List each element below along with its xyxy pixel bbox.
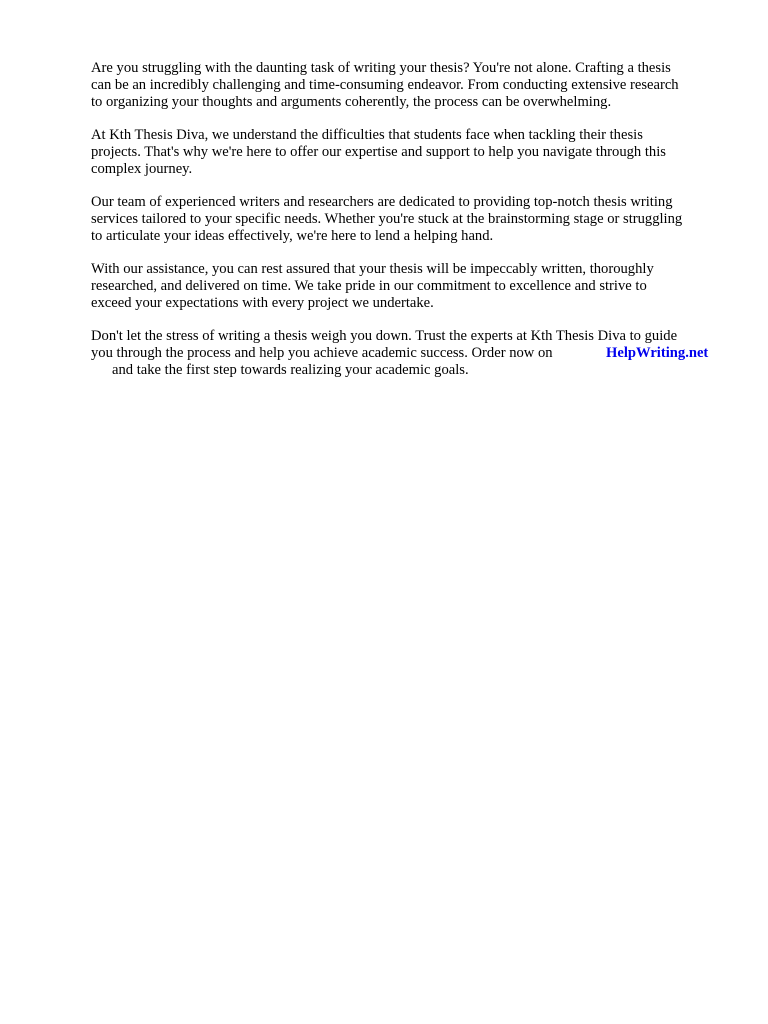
paragraph-about — [91, 127, 731, 177]
paragraph-team — [91, 194, 731, 244]
text-line: At Kth Thesis Diva, we understand the difficulties that students face when tackling their thesis — [91, 126, 643, 143]
text-line: complex journey. — [91, 160, 193, 177]
paragraph-intro — [91, 60, 731, 110]
text-line: services tailored to your specific needs. Whether you're stuck at the brainstorming stage or struggling — [91, 210, 683, 227]
text-line: and take the first step towards realizing your academic goals. — [112, 361, 469, 378]
text-line: researched, and delivered on time. We take pride in our commitment to excellence and strive to — [91, 277, 647, 294]
text-line: can be an incredibly challenging and time-consuming endeavor. From conducting extensive research — [91, 76, 679, 93]
helpwriting-link[interactable]: HelpWriting.net — [606, 344, 709, 361]
document-body — [91, 60, 731, 395]
text-line: exceed your expectations with every project we undertake. — [91, 294, 434, 311]
text-line: to organizing your thoughts and arguments coherently, the process can be overwhelming. — [91, 93, 612, 110]
text-line: you through the process and help you achieve academic success. Order now on — [91, 344, 553, 361]
text-line: With our assistance, you can rest assured that your thesis will be impeccably written, thoroughly — [91, 260, 654, 277]
cta-line — [91, 345, 731, 362]
text-line: Our team of experienced writers and researchers are dedicated to providing top-notch thesis writing — [91, 193, 673, 210]
text-line: Are you struggling with the daunting task of writing your thesis? You're not alone. Crafting a thesis — [91, 60, 671, 76]
text-line: to articulate your ideas effectively, we're here to lend a helping hand. — [91, 227, 494, 244]
text-line: projects. That's why we're here to offer our expertise and support to help you navigate through this — [91, 143, 666, 160]
paragraph-assurance — [91, 261, 731, 311]
text-line: Don't let the stress of writing a thesis weigh you down. Trust the experts at Kth Thesis Diva to guide — [91, 327, 678, 344]
paragraph-call-to-action — [91, 328, 731, 378]
